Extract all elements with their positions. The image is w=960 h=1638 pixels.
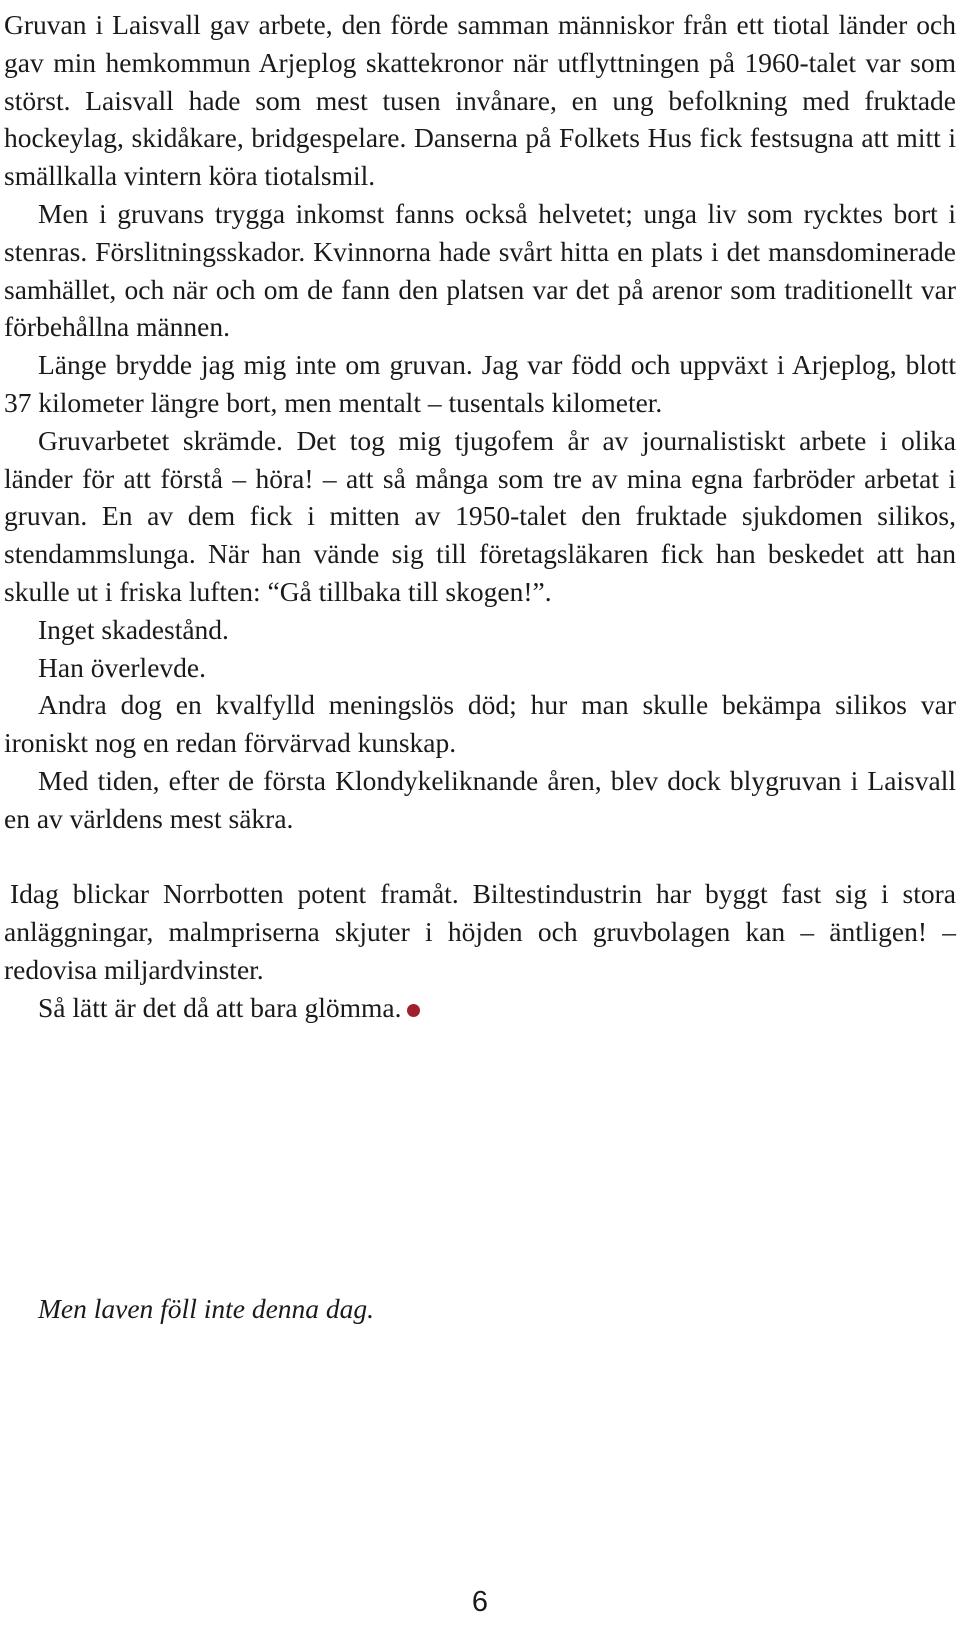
- end-of-article-dot-icon: [407, 1004, 420, 1017]
- closing-line: Men laven föll inte denna dag.: [38, 1293, 375, 1324]
- paragraph-6: Han överlevde.: [38, 651, 206, 683]
- paragraph-5: Inget skadestånd.: [38, 613, 229, 645]
- paragraph-9: Idag blickar Norrbotten potent framåt. Biltestindustrin har byggt fast sig i stora anläggningar, malmpriserna skjuter i höjden och gruvbolagen kan – äntligen! – redovisa miljardvinster.: [4, 878, 956, 985]
- body-text: [4, 6, 956, 1027]
- paragraph-10-text: Så lätt är det då att bara glömma.: [38, 991, 402, 1023]
- page-number: 6: [471, 1586, 489, 1618]
- paragraph-7: Andra dog en kvalfylld meningslös död; hur man skulle bekämpa silikos var ironiskt nog en redan förvärvad kunskap.: [4, 689, 956, 759]
- paragraph-4: Gruvarbetet skrämde. Det tog mig tjugofem år av journalistiskt arbete i olika länder för att förstå – höra! – att så många som tre av mina egna farbröder arbetat i gruvan. En av dem fick i mitten av 1950-talet den fruktade sjukdomen silikos, stendammslunga. När han vände sig till företagsläkaren fick han beskedet att han skulle ut i friska luften: “Gå tillbaka till skogen!”.: [4, 424, 956, 607]
- paragraph-1: Gruvan i Laisvall gav arbete, den förde samman människor från ett tiotal länder och gav min hemkommun Arjeplog skattekronor när utflyttningen på 1960-talet var som störst. Laisvall hade som mest tusen invånare, en ung befolkning med fruktade hockeylag, skidåkare, bridgespelare. Danserna på Folkets Hus fick festsugna att mitt i smällkalla vintern köra tiotalsmil.: [4, 9, 956, 192]
- paragraph-3: Länge brydde jag mig inte om gruvan. Jag var född och uppväxt i Arjeplog, blott 37 kilometer längre bort, men mentalt – tusentals kilometer.: [4, 349, 956, 418]
- paragraph-8: Med tiden, efter de första Klondykeliknande åren, blev dock blygruvan i Laisvall en av världens mest säkra.: [4, 764, 956, 834]
- paragraph-2: Men i gruvans trygga inkomst fanns också helvetet; unga liv som rycktes bort i stenras. Förslitningsskador. Kvinnorna hade svårt hitta en plats i det mansdominerade samhället, och när och om de fann den platsen var det på arenor som traditionellt var förbehållna männen.: [4, 197, 956, 343]
- paragraph-10: [4, 989, 956, 1027]
